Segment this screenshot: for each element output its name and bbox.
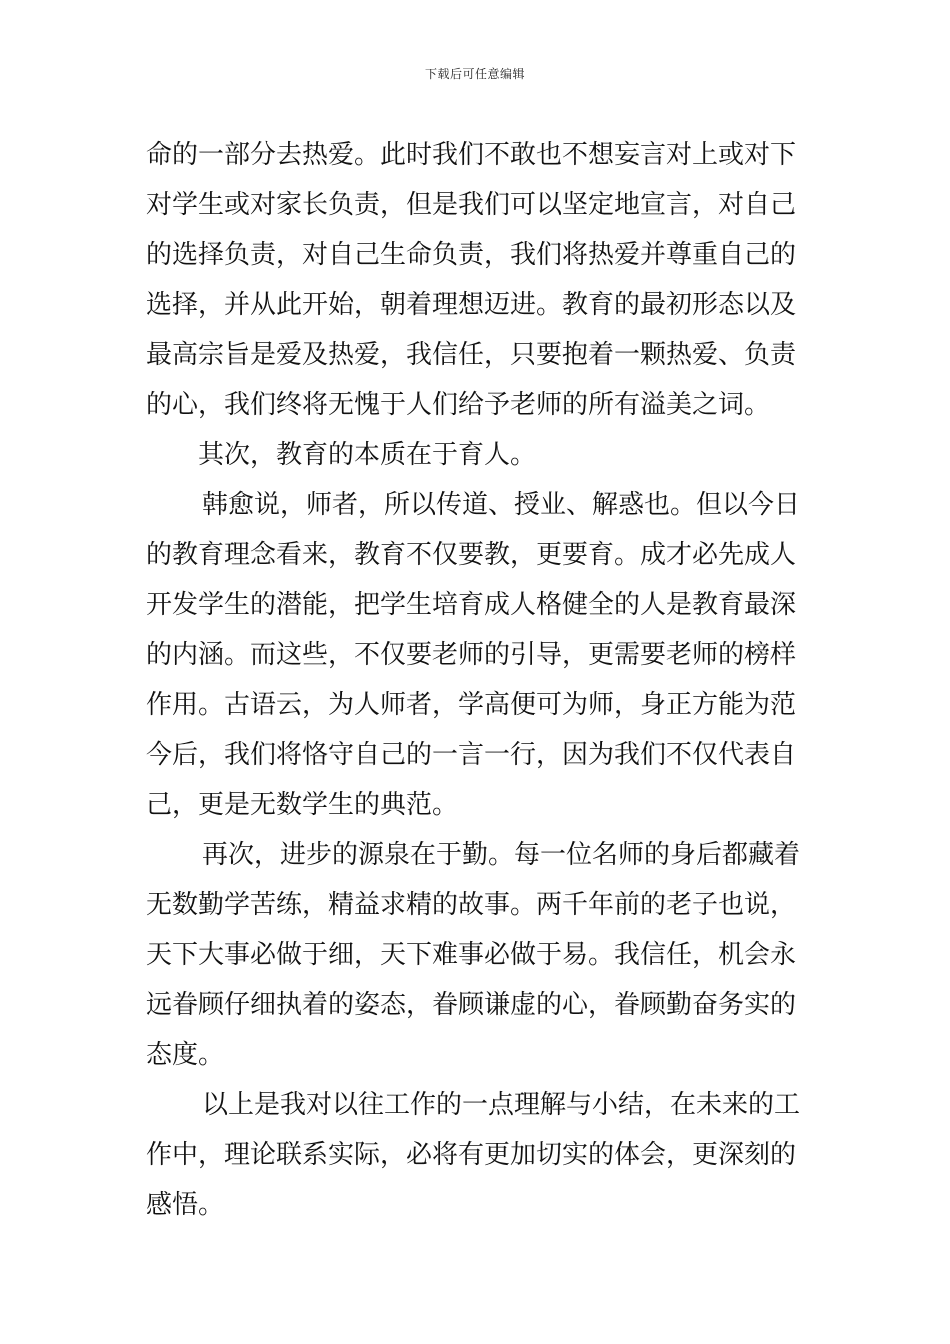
text-line: 远眷顾仔细执着的姿态，眷顾谦虚的心，眷顾勤奋务实的 <box>146 990 797 1020</box>
text-line: 的心，我们终将无愧于人们给予老师的所有溢美之词。 <box>146 390 771 420</box>
text-line: 态度。 <box>146 1040 225 1070</box>
text-line: 再次，进步的源泉在于勤。每一位名师的身后都藏着 <box>202 840 801 870</box>
text-line: 的选择负责，对自己生命负责，我们将热爱并尊重自己的 <box>146 240 797 270</box>
text-line: 以上是我对以往工作的一点理解与小结，在未来的工 <box>202 1090 801 1120</box>
paragraph-heading: 其次，教育的本质在于育人。 <box>198 440 537 470</box>
text-line: 的内涵。而这些，不仅要老师的引导，更需要老师的榜样 <box>146 640 797 670</box>
text-line: 今后，我们将恪守自己的一言一行，因为我们不仅代表自 <box>146 740 797 770</box>
text-line: 己，更是无数学生的典范。 <box>146 790 459 820</box>
document-body <box>146 130 806 1230</box>
text-line: 的教育理念看来，教育不仅要教，更要育。成才必先成人 <box>146 540 797 570</box>
text-line: 感悟。 <box>146 1190 225 1220</box>
text-line: 命的一部分去热爱。此时我们不敢也不想妄言对上或对下 <box>146 140 797 170</box>
page-header: 下载后可任意编辑 <box>424 67 525 81</box>
text-line: 选择，并从此开始，朝着理想迈进。教育的最初形态以及 <box>146 290 797 320</box>
text-line: 无数勤学苦练，精益求精的故事。两千年前的老子也说， <box>146 890 797 920</box>
text-line: 开发学生的潜能，把学生培育成人格健全的人是教育最深 <box>146 590 797 620</box>
text-line: 作中，理论联系实际，必将有更加切实的体会，更深刻的 <box>146 1140 797 1170</box>
text-line: 最高宗旨是爱及热爱，我信任，只要抱着一颗热爱、负责 <box>146 340 797 370</box>
text-line: 作用。古语云，为人师者，学高便可为师，身正方能为范 <box>146 690 797 720</box>
text-line: 天下大事必做于细，天下难事必做于易。我信任，机会永 <box>146 940 797 970</box>
text-line: 韩愈说，师者，所以传道、授业、解惑也。但以今日 <box>202 490 801 520</box>
text-line: 对学生或对家长负责，但是我们可以坚定地宣言，对自己 <box>146 190 797 220</box>
